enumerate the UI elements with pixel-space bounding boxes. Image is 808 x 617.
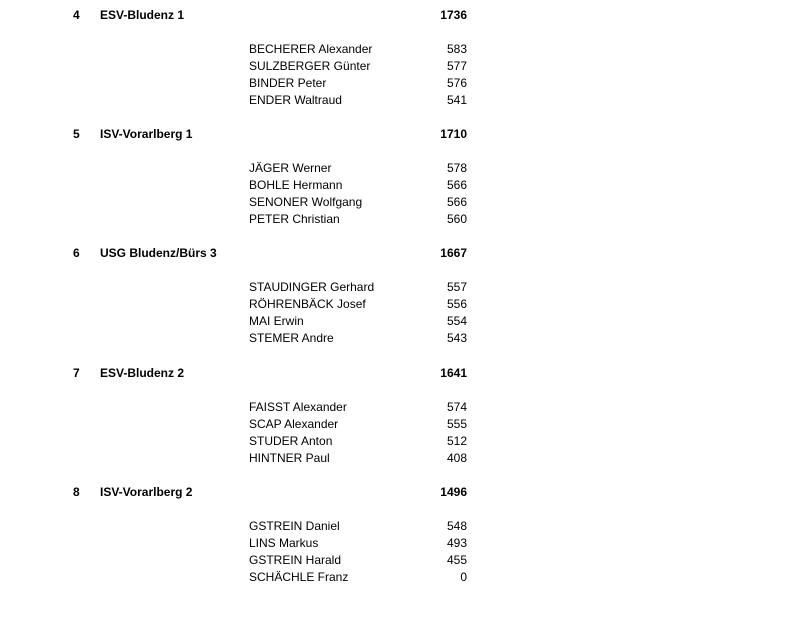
player-row (0, 177, 808, 194)
player-name: FAISST Alexander (249, 400, 347, 414)
team-row (0, 484, 808, 501)
player-row (0, 211, 808, 228)
player-name: STAUDINGER Gerhard (249, 280, 375, 294)
player-name: BINDER Peter (249, 76, 327, 90)
player-row (0, 194, 808, 211)
player-score: 548 (446, 519, 467, 533)
player-name: MAI Erwin (249, 314, 304, 328)
team-block (0, 245, 808, 365)
player-row (0, 296, 808, 313)
team-block (0, 126, 808, 246)
player-score: 455 (446, 553, 467, 567)
player-name: STUDER Anton (249, 434, 333, 448)
player-score: 574 (446, 400, 467, 414)
player-row (0, 399, 808, 416)
player-name: SCHÄCHLE Franz (249, 570, 349, 584)
player-score: 576 (446, 76, 467, 90)
player-row (0, 58, 808, 75)
player-score: 577 (446, 59, 467, 73)
player-name: GSTREIN Harald (249, 553, 342, 567)
team-rank: 4 (73, 8, 80, 22)
player-row (0, 416, 808, 433)
player-name: STEMER Andre (249, 331, 334, 345)
team-total: 1496 (440, 485, 467, 499)
player-score: 556 (446, 297, 467, 311)
team-name: USG Bludenz/Bürs 3 (100, 246, 217, 260)
team-block (0, 7, 808, 127)
player-name: PETER Christian (249, 212, 340, 226)
team-row (0, 245, 808, 262)
player-row (0, 535, 808, 552)
player-score: 408 (446, 451, 467, 465)
player-score: 543 (446, 331, 467, 345)
team-row (0, 365, 808, 382)
player-name: SENONER Wolfgang (249, 195, 363, 209)
player-name: LINS Markus (249, 536, 319, 550)
player-row (0, 450, 808, 467)
player-name: RÖHRENBÄCK Josef (249, 297, 366, 311)
team-name: ISV-Vorarlberg 2 (100, 485, 193, 499)
player-score: 566 (446, 178, 467, 192)
player-row (0, 41, 808, 58)
player-name: HINTNER Paul (249, 451, 330, 465)
player-row (0, 313, 808, 330)
player-score: 493 (446, 536, 467, 550)
team-rank: 8 (73, 485, 80, 499)
player-score: 512 (446, 434, 467, 448)
player-row (0, 279, 808, 296)
team-name: ISV-Vorarlberg 1 (100, 127, 193, 141)
player-score: 560 (446, 212, 467, 226)
team-row (0, 126, 808, 143)
player-score: 0 (460, 570, 467, 584)
player-score: 554 (446, 314, 467, 328)
team-total: 1641 (440, 366, 467, 380)
player-row (0, 92, 808, 109)
team-total: 1667 (440, 246, 467, 260)
team-total: 1710 (440, 127, 467, 141)
player-row (0, 160, 808, 177)
player-score: 583 (446, 42, 467, 56)
player-score: 557 (446, 280, 467, 294)
player-row (0, 330, 808, 347)
player-name: GSTREIN Daniel (249, 519, 340, 533)
player-row (0, 552, 808, 569)
player-score: 566 (446, 195, 467, 209)
team-name: ESV-Bludenz 1 (100, 8, 185, 22)
player-name: SULZBERGER Günter (249, 59, 371, 73)
player-row (0, 433, 808, 450)
player-score: 541 (446, 93, 467, 107)
team-total: 1736 (440, 8, 467, 22)
player-score: 555 (446, 417, 467, 431)
team-block (0, 365, 808, 485)
team-row (0, 7, 808, 24)
team-rank: 5 (73, 127, 80, 141)
team-rank: 7 (73, 366, 80, 380)
player-row (0, 569, 808, 586)
player-row (0, 518, 808, 535)
team-block (0, 484, 808, 604)
player-score: 578 (446, 161, 467, 175)
player-name: SCAP Alexander (249, 417, 339, 431)
team-rank: 6 (73, 246, 80, 260)
player-name: JÄGER Werner (249, 161, 332, 175)
team-name: ESV-Bludenz 2 (100, 366, 185, 380)
player-name: BECHERER Alexander (249, 42, 373, 56)
player-name: BOHLE Hermann (249, 178, 343, 192)
player-row (0, 75, 808, 92)
player-name: ENDER Waltraud (249, 93, 342, 107)
